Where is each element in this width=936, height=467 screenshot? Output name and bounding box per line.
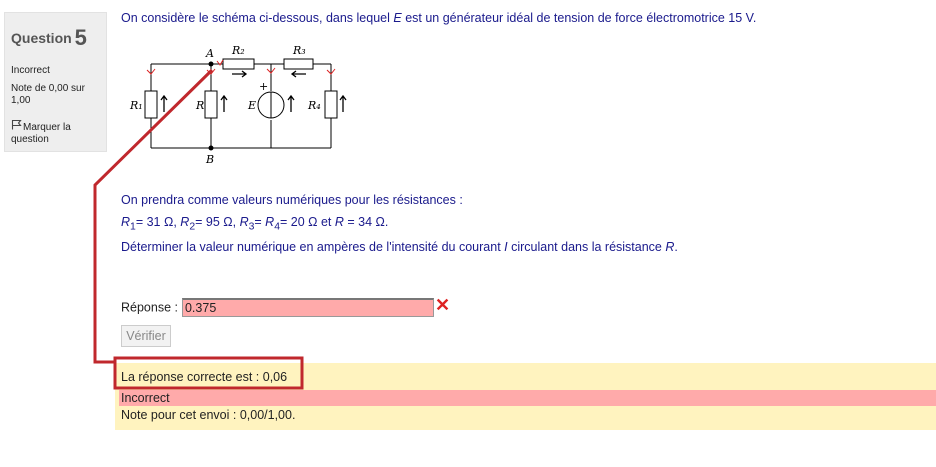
e-label: E [248, 99, 257, 112]
node-b-label: B [206, 153, 215, 166]
node-a-label: A [206, 47, 214, 60]
r4-label: R₄ [308, 99, 321, 112]
r2-label: R₂ [232, 44, 245, 57]
generator-e [258, 92, 284, 118]
incorrect-status-text: Incorrect [121, 391, 170, 405]
node-a-dot [209, 62, 214, 67]
circuit-diagram [120, 42, 350, 172]
resistor-r3 [284, 59, 313, 69]
question-info-panel [4, 12, 107, 152]
answer-input[interactable] [182, 298, 434, 317]
question-task: Déterminer la valeur numérique en ampères de l'intensité du courant I circulant dans la résistance R. [121, 240, 678, 254]
resistor-r2 [223, 59, 254, 69]
r3-label: R₃ [293, 44, 306, 57]
submission-grade-note: Note pour cet envoi : 0,00/1,00. [121, 408, 296, 422]
correct-answer-text: La réponse correcte est : 0,06 [121, 370, 288, 384]
resistance-values: $R_1= 31$ Ω, $R_2= 95$ Ω, $R_3= R_4= 20$ Ω et R = 34 Ω. [121, 215, 389, 233]
question-prompt: On prendra comme valeurs numériques pour les résistances : [121, 193, 463, 207]
question-grade: Note de 0,00 sur 1,00 [11, 83, 85, 106]
incorrect-status-bar [119, 390, 936, 406]
node-b-dot [209, 146, 214, 151]
question-number: Question 5 [11, 25, 87, 50]
plus-label: + [259, 80, 269, 93]
resistor-r [205, 91, 217, 118]
resistor-r4 [325, 91, 337, 118]
answer-row [121, 295, 451, 317]
flag-question-label: Marquer la question [11, 122, 71, 145]
resistor-r1 [145, 91, 157, 118]
r-label: R [196, 99, 205, 112]
feedback-area [115, 363, 936, 430]
answer-label: Réponse : [121, 300, 178, 315]
question-state: Incorrect [11, 65, 50, 76]
check-button[interactable]: Vérifier [121, 325, 171, 347]
incorrect-cross-icon: ✕ [435, 295, 451, 315]
flag-icon [11, 119, 23, 134]
r1-label: R₁ [130, 99, 143, 112]
flag-question-link[interactable] [11, 119, 101, 146]
question-intro: On considère le schéma ci-dessous, dans lequel E est un générateur idéal de tension de force électromotrice 15 V. [121, 11, 757, 25]
